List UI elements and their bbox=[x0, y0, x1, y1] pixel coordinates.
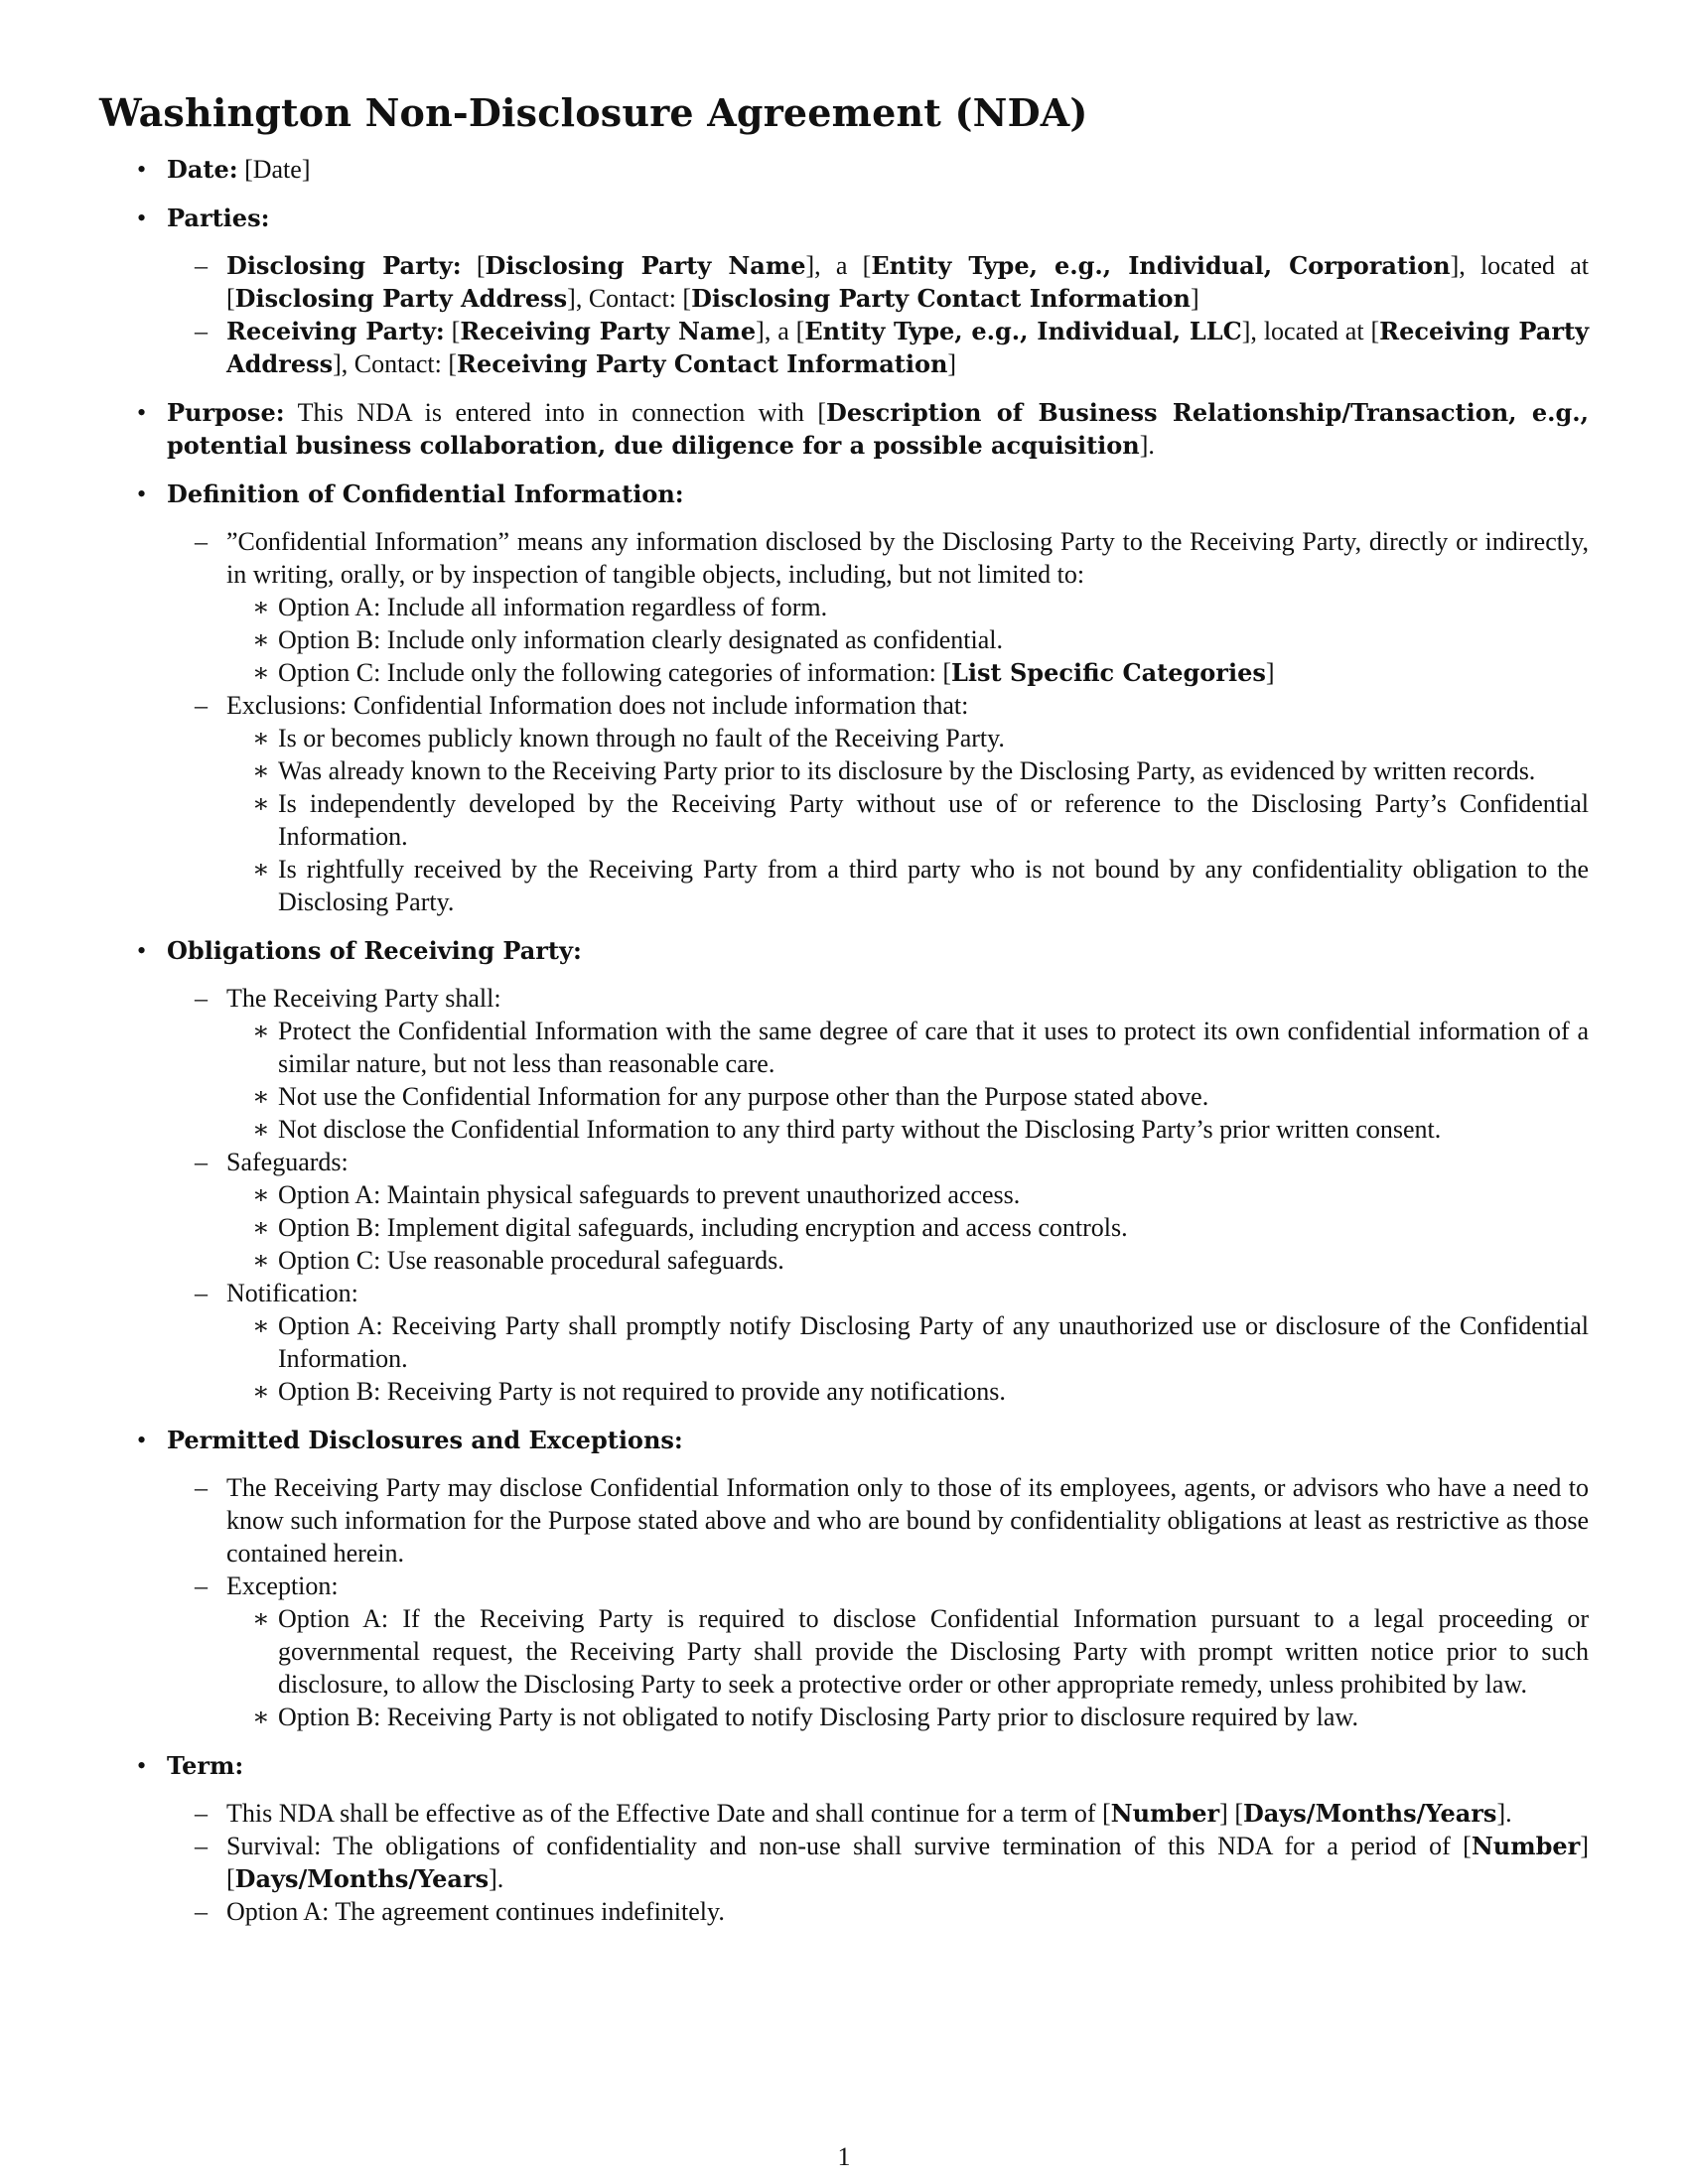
dash-icon: – bbox=[195, 1473, 208, 1502]
notification-option-text: Option A: Receiving Party shall promptly notify Disclosing Party of any unauthorized use or disclosure of the Confidential Information. bbox=[278, 1311, 1589, 1373]
star-icon: ∗ bbox=[252, 1017, 270, 1045]
number-placeholder: Number bbox=[1471, 1832, 1581, 1860]
shall-subitem bbox=[226, 1113, 1589, 1146]
purpose-end: ]. bbox=[1139, 431, 1155, 460]
star-icon: ∗ bbox=[252, 1246, 270, 1275]
disclosing-party-contact: Disclosing Party Contact Information bbox=[691, 284, 1191, 313]
section-list bbox=[99, 153, 1589, 1928]
term-list bbox=[167, 1797, 1589, 1928]
receiving-party-contact: Receiving Party Contact Information bbox=[457, 349, 948, 378]
star-icon: ∗ bbox=[252, 789, 270, 818]
parties-label: Parties: bbox=[167, 204, 270, 232]
disclosing-party-item bbox=[167, 249, 1589, 315]
section-parties bbox=[99, 202, 1589, 380]
receiving-party-address: Receiving Party Address bbox=[226, 317, 1590, 378]
separator: ], Contact: [ bbox=[567, 284, 692, 313]
purpose-text: This NDA is entered into in connection with [ bbox=[297, 398, 827, 427]
definition-list bbox=[167, 525, 1589, 918]
term-effective-item bbox=[167, 1797, 1589, 1830]
shall-subitem bbox=[226, 1015, 1589, 1080]
shall-subitem-text: Protect the Confidential Information with the same degree of care that it uses to protect its own confidential information of a similar nature, but not less than reasonable care. bbox=[278, 1017, 1589, 1078]
section-purpose bbox=[99, 396, 1589, 462]
bracket: ] [ bbox=[1219, 1799, 1243, 1828]
option-text: Option C: Include only the following categories of information: [ bbox=[278, 658, 952, 687]
obligations-list bbox=[167, 982, 1589, 1408]
safeguard-option bbox=[226, 1211, 1589, 1244]
dash-icon: – bbox=[195, 527, 208, 556]
dash-icon: – bbox=[195, 1148, 208, 1176]
safeguard-option bbox=[226, 1244, 1589, 1277]
bracket: ] bbox=[1265, 658, 1275, 687]
exclusion-item bbox=[226, 787, 1589, 853]
definition-intro: ”Confidential Information” means any information disclosed by the Disclosing Party to the Receiving Party, directly or indirectly, in writing, orally, or by inspection of tangible objects, including, but not limited to: bbox=[226, 527, 1589, 589]
exclusion-item bbox=[226, 853, 1589, 918]
safeguard-text: Option C: Use reasonable procedural safeguards. bbox=[278, 1246, 784, 1275]
star-icon: ∗ bbox=[252, 1311, 270, 1340]
dash-icon: – bbox=[195, 1571, 208, 1600]
receiving-party-label: Receiving Party: bbox=[226, 317, 445, 345]
term-option-a-text: Option A: The agreement continues indefinitely. bbox=[226, 1897, 725, 1926]
safeguards-list bbox=[226, 1178, 1589, 1277]
term-effective-text: This NDA shall be effective as of the Effective Date and shall continue for a term of [ bbox=[226, 1799, 1111, 1828]
definition-option-a bbox=[226, 591, 1589, 623]
exclusion-text: Is rightfully received by the Receiving Party from a third party who is not bound by any confidentiality obligation to the Disclosing Party. bbox=[278, 855, 1589, 916]
dash-icon: – bbox=[195, 1799, 208, 1828]
section-permitted bbox=[99, 1424, 1589, 1733]
dash-icon: – bbox=[195, 691, 208, 720]
notification-item bbox=[167, 1277, 1589, 1408]
obligations-label: Obligations of Receiving Party: bbox=[167, 936, 582, 965]
star-icon: ∗ bbox=[252, 593, 270, 621]
exclusion-item bbox=[226, 722, 1589, 754]
exclusions-item bbox=[167, 689, 1589, 918]
star-icon: ∗ bbox=[252, 1703, 270, 1731]
star-icon: ∗ bbox=[252, 756, 270, 785]
page-number: 1 bbox=[837, 2142, 851, 2171]
notification-option bbox=[226, 1309, 1589, 1375]
exclusion-text: Was already known to the Receiving Party prior to its disclosure by the Disclosing Party, as evidenced by written records. bbox=[278, 756, 1536, 785]
shall-subitem bbox=[226, 1080, 1589, 1113]
purpose-label: Purpose: bbox=[167, 398, 285, 427]
bullet-icon: • bbox=[137, 398, 147, 427]
document-title: Washington Non-Disclosure Agreement (NDA) bbox=[99, 90, 1088, 135]
option-text: Option A: Include all information regardless of form. bbox=[278, 593, 828, 621]
disclosing-entity-type: Entity Type, e.g., Individual, Corporation bbox=[871, 251, 1451, 280]
section-obligations bbox=[99, 934, 1589, 1408]
bracket: ] bbox=[947, 349, 957, 378]
permitted-label: Permitted Disclosures and Exceptions: bbox=[167, 1426, 683, 1454]
bracket: ] bbox=[1190, 284, 1199, 313]
exception-option bbox=[226, 1602, 1589, 1701]
safeguards-text: Safeguards: bbox=[226, 1148, 349, 1176]
section-definition bbox=[99, 478, 1589, 918]
term-end: ]. bbox=[489, 1864, 504, 1893]
dash-icon: – bbox=[195, 317, 208, 345]
dash-icon: – bbox=[195, 984, 208, 1013]
separator: ], located at [ bbox=[226, 251, 1590, 313]
exception-option-text: Option A: If the Receiving Party is required to disclose Confidential Information pursuant to a legal proceeding or governmental request, the Receiving Party shall provide the Disclosing Party with prompt written notice prior to such disclosure, to allow the Disclosing Party to seek a protective order or other appropriate remedy, unless prohibited by law. bbox=[278, 1604, 1589, 1699]
receiving-entity-type: Entity Type, e.g., Individual, LLC bbox=[804, 317, 1242, 345]
exception-option bbox=[226, 1701, 1589, 1733]
number-placeholder: Number bbox=[1110, 1799, 1220, 1828]
date-value: [Date] bbox=[244, 155, 311, 184]
separator: ], a [ bbox=[756, 317, 805, 345]
notification-option-text: Option B: Receiving Party is not required to provide any notifications. bbox=[278, 1377, 1006, 1406]
dash-icon: – bbox=[195, 1832, 208, 1860]
survival-text: Survival: The obligations of confidentiality and non-use shall survive termination of this NDA for a period of [ bbox=[226, 1832, 1472, 1860]
safeguard-text: Option B: Implement digital safeguards, including encryption and access controls. bbox=[278, 1213, 1128, 1242]
star-icon: ∗ bbox=[252, 1604, 270, 1633]
parties-list bbox=[167, 249, 1589, 380]
bracket: [ bbox=[476, 251, 486, 280]
categories-placeholder: List Specific Categories bbox=[951, 658, 1266, 687]
term-label: Term: bbox=[167, 1751, 244, 1780]
bullet-icon: • bbox=[137, 1426, 147, 1454]
exception-text: Exception: bbox=[226, 1571, 339, 1600]
star-icon: ∗ bbox=[252, 1213, 270, 1242]
section-date bbox=[99, 153, 1589, 186]
bullet-icon: • bbox=[137, 1751, 147, 1780]
exclusion-item bbox=[226, 754, 1589, 787]
shall-text: The Receiving Party shall: bbox=[226, 984, 501, 1013]
dash-icon: – bbox=[195, 1897, 208, 1926]
exception-option-text: Option B: Receiving Party is not obligated to notify Disclosing Party prior to disclosure required by law. bbox=[278, 1703, 1358, 1731]
definition-options bbox=[226, 591, 1589, 689]
disclosing-party-name: Disclosing Party Name bbox=[485, 251, 806, 280]
term-end: ]. bbox=[1496, 1799, 1512, 1828]
section-term bbox=[99, 1749, 1589, 1928]
document-page bbox=[99, 87, 1589, 1944]
notification-text: Notification: bbox=[226, 1279, 358, 1307]
permitted-list bbox=[167, 1471, 1589, 1733]
exception-list bbox=[226, 1602, 1589, 1733]
shall-subitem-text: Not use the Confidential Information for any purpose other than the Purpose stated above. bbox=[278, 1082, 1209, 1111]
exception-item bbox=[167, 1570, 1589, 1733]
safeguard-text: Option A: Maintain physical safeguards to prevent unauthorized access. bbox=[278, 1180, 1021, 1209]
star-icon: ∗ bbox=[252, 855, 270, 884]
term-option-a-item bbox=[167, 1895, 1589, 1928]
exclusions-list bbox=[226, 722, 1589, 918]
definition-option-c bbox=[226, 656, 1589, 689]
safeguards-item bbox=[167, 1146, 1589, 1277]
shall-item bbox=[167, 982, 1589, 1146]
disclosing-party-address: Disclosing Party Address bbox=[234, 284, 568, 313]
bullet-icon: • bbox=[137, 155, 147, 184]
shall-list bbox=[226, 1015, 1589, 1146]
bullet-icon: • bbox=[137, 479, 147, 508]
bracket: [ bbox=[451, 317, 461, 345]
safeguard-option bbox=[226, 1178, 1589, 1211]
separator: ], located at [ bbox=[1241, 317, 1380, 345]
notification-option bbox=[226, 1375, 1589, 1408]
permitted-text: The Receiving Party may disclose Confidential Information only to those of its employees, agents, or advisors who have a need to know such information for the Purpose stated above and who are bound by confidentiality obligations at least as restrictive as those contained herein. bbox=[226, 1473, 1589, 1568]
unit-placeholder: Days/Months/Years bbox=[1242, 1799, 1497, 1828]
term-survival-item bbox=[167, 1830, 1589, 1895]
definition-label: Definition of Confidential Information: bbox=[167, 479, 684, 508]
exclusion-text: Is independently developed by the Receiving Party without use of or reference to the Disclosing Party’s Confidential Information. bbox=[278, 789, 1589, 851]
star-icon: ∗ bbox=[252, 1115, 270, 1144]
separator: ], a [ bbox=[805, 251, 872, 280]
purpose-placeholder: Description of Business Relationship/Transaction, e.g., potential business collaboration, due diligence for a possible acquisition bbox=[167, 398, 1589, 460]
star-icon: ∗ bbox=[252, 1082, 270, 1111]
star-icon: ∗ bbox=[252, 658, 270, 687]
star-icon: ∗ bbox=[252, 1180, 270, 1209]
notification-list bbox=[226, 1309, 1589, 1408]
definition-option-b bbox=[226, 623, 1589, 656]
bracket: ] [ bbox=[226, 1832, 1589, 1893]
definition-intro-item bbox=[167, 525, 1589, 689]
exclusion-text: Is or becomes publicly known through no fault of the Receiving Party. bbox=[278, 724, 1005, 752]
star-icon: ∗ bbox=[252, 724, 270, 752]
shall-subitem-text: Not disclose the Confidential Information to any third party without the Disclosing Party’s prior written consent. bbox=[278, 1115, 1442, 1144]
permitted-text-item bbox=[167, 1471, 1589, 1570]
star-icon: ∗ bbox=[252, 1377, 270, 1406]
date-label: Date: bbox=[167, 155, 238, 184]
bullet-icon: • bbox=[137, 936, 147, 965]
dash-icon: – bbox=[195, 1279, 208, 1307]
separator: ], Contact: [ bbox=[333, 349, 458, 378]
receiving-party-item bbox=[167, 315, 1589, 380]
star-icon: ∗ bbox=[252, 625, 270, 654]
disclosing-party-label: Disclosing Party: bbox=[226, 251, 462, 280]
receiving-party-name: Receiving Party Name bbox=[460, 317, 757, 345]
unit-placeholder: Days/Months/Years bbox=[234, 1864, 490, 1893]
option-text: Option B: Include only information clearly designated as confidential. bbox=[278, 625, 1003, 654]
bullet-icon: • bbox=[137, 204, 147, 232]
exclusions-text: Exclusions: Confidential Information does not include information that: bbox=[226, 691, 969, 720]
dash-icon: – bbox=[195, 251, 208, 280]
